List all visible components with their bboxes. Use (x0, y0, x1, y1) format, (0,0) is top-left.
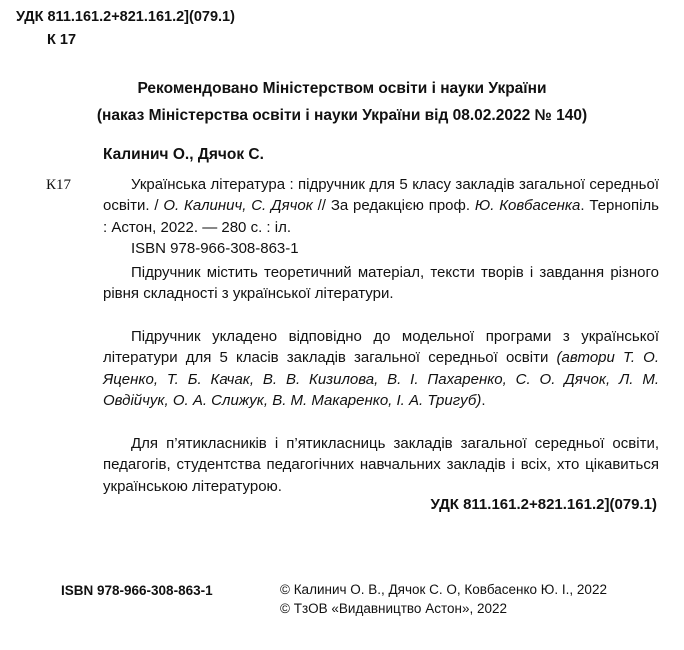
paragraph-text: Підручник укладено відповідно до модельної програми з української літератури для 5 класів закладів загальної середньої освіти (103, 328, 659, 367)
catalog-isbn: ISBN 978-966-308-863-1 (131, 240, 299, 258)
editor-name: Ю. Ковбасенка (474, 197, 581, 215)
book-title: Українська література : підручник для 5 класу закладів загальної середньої освіти. (103, 176, 659, 215)
catalog-authors: О. Калинич, С. Дячок (163, 197, 313, 215)
copyright-publisher: © ТзОВ «Видавництво Астон», 2022 (280, 601, 507, 616)
catalog-code: К17 (46, 177, 72, 193)
copyright-authors: © Калинич О. В., Дячок С. О, Ковбасенко Ю. І., 2022 (280, 582, 607, 597)
editor-prefix: За редакцією проф. (330, 197, 475, 215)
recommendation-line-2: (наказ Міністерства освіти і науки України від 08.02.2022 № 140) (96, 107, 588, 124)
author-sign-code: К 17 (47, 32, 77, 48)
udk-code: УДК 811.161.2+821.161.2](079.1) (16, 9, 235, 25)
separator: // (312, 197, 331, 215)
program-authors: (автори Т. О. Яценко, Т. Б. Качак, В. В. Кизилова, В. І. Пахаренко, С. О. Дячок, Л. М. Овдійчук, О. А. Слижук, В. М. Макаренко, І. А. Тригуб) (103, 349, 659, 410)
footer-isbn: ISBN 978-966-308-863-1 (61, 583, 213, 598)
udk-code-bottom: УДК 811.161.2+821.161.2](079.1) (430, 496, 657, 513)
publication-info: . Тернопіль : Астон, 2022. — 280 с. : іл. (103, 197, 659, 236)
annotation-paragraph-3: Для п’ятикласників і п’ятикласниць закладів загальної середньої освіти, педагогів, студентства педагогічних навчальних закладів і всіх, хто цікавиться українською літературою. (103, 435, 659, 495)
annotation-paragraph-2 (103, 326, 659, 412)
recommendation-line-1: Рекомендовано Міністерством освіти і науки України (137, 80, 547, 97)
catalog-entry (103, 174, 659, 260)
annotation-paragraph-1: Підручник містить теоретичний матеріал, тексти творів і завдання різного рівня складності з української літератури. (103, 264, 659, 303)
paragraph-end: . (481, 392, 486, 410)
authors-heading: Калинич О., Дячок С. (103, 146, 264, 163)
separator: / (149, 197, 164, 215)
